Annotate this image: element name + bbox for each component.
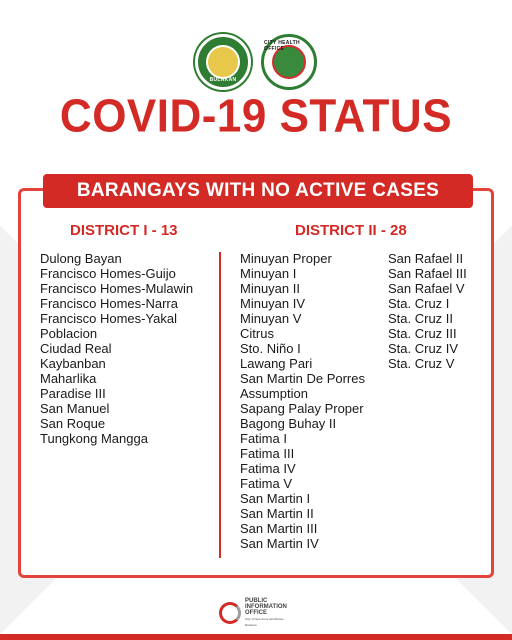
right-seal-text: CITY HEALTH OFFICE bbox=[264, 40, 300, 52]
left-seal-text: BULAKAN bbox=[209, 77, 237, 83]
list-item: San Rafael II bbox=[388, 251, 464, 266]
list-item: San Martin IV bbox=[240, 536, 319, 551]
list-item: Sta. Cruz III bbox=[388, 326, 457, 341]
list-item: Poblacion bbox=[40, 326, 98, 341]
list-item: Ciudad Real bbox=[40, 341, 112, 356]
office-tagline: City of San Jose del Monte, Bulacan bbox=[245, 617, 285, 627]
list-item: San Manuel bbox=[40, 401, 110, 416]
district-2-heading: DISTRICT II - 28 bbox=[295, 222, 407, 239]
list-item: Minuyan IV bbox=[240, 296, 306, 311]
office-name: PUBLIC INFORMATION OFFICE bbox=[245, 598, 287, 616]
bottom-accent-bar bbox=[0, 634, 512, 640]
list-item: Citrus bbox=[240, 326, 274, 341]
list-item: Fatima IV bbox=[240, 461, 296, 476]
list-item: Minuyan V bbox=[240, 311, 302, 326]
page-title: COVID-19 STATUS bbox=[59, 90, 453, 143]
list-item: Fatima III bbox=[240, 446, 295, 461]
list-item: San Martin III bbox=[240, 521, 318, 536]
list-item: Sta. Cruz IV bbox=[388, 341, 459, 356]
list-item: Paradise III bbox=[40, 386, 106, 401]
footer-logo bbox=[0, 598, 512, 628]
list-item: San Rafael V bbox=[388, 281, 465, 296]
district-2-list-col1 bbox=[240, 251, 365, 551]
list-item: Kaybanban bbox=[40, 356, 106, 371]
list-item: Sta. Cruz I bbox=[388, 296, 450, 311]
list-item: Fatima V bbox=[240, 476, 293, 491]
district-1-list bbox=[40, 251, 193, 446]
section-banner: BARANGAYS WITH NO ACTIVE CASES bbox=[43, 174, 473, 208]
column-divider bbox=[219, 252, 221, 558]
district-1-heading: DISTRICT I - 13 bbox=[70, 222, 178, 239]
list-item: Sapang Palay Proper bbox=[240, 401, 364, 416]
list-item: Sto. Niño I bbox=[240, 341, 301, 356]
list-item: Francisco Homes-Narra bbox=[40, 296, 178, 311]
public-information-office-icon bbox=[219, 602, 241, 624]
header-logos bbox=[0, 34, 512, 90]
list-item: Assumption bbox=[240, 386, 308, 401]
list-item: Dulong Bayan bbox=[40, 251, 122, 266]
list-item: San Martin I bbox=[240, 491, 311, 506]
list-item: San Rafael III bbox=[388, 266, 467, 281]
list-item: Francisco Homes-Guijo bbox=[40, 266, 176, 281]
list-item: Minuyan II bbox=[240, 281, 300, 296]
footer-text bbox=[245, 598, 293, 628]
district-2-list-col2 bbox=[388, 251, 467, 371]
list-item: Francisco Homes-Yakal bbox=[40, 311, 178, 326]
list-item: Bagong Buhay II bbox=[240, 416, 337, 431]
list-item: Tungkong Mangga bbox=[40, 431, 148, 446]
list-item: Fatima I bbox=[240, 431, 287, 446]
list-item: Minuyan Proper bbox=[240, 251, 332, 266]
list-item: San Martin II bbox=[240, 506, 314, 521]
municipal-seal-icon bbox=[195, 34, 251, 90]
list-item: San Roque bbox=[40, 416, 106, 431]
list-item: Sta. Cruz II bbox=[388, 311, 454, 326]
list-item: Sta. Cruz V bbox=[388, 356, 455, 371]
list-item: Minuyan I bbox=[240, 266, 297, 281]
list-item: San Martin De Porres bbox=[240, 371, 365, 386]
list-item: Francisco Homes-Mulawin bbox=[40, 281, 194, 296]
list-item: Lawang Pari bbox=[240, 356, 313, 371]
city-health-office-seal-icon bbox=[261, 34, 317, 90]
list-item: Maharlika bbox=[40, 371, 97, 386]
